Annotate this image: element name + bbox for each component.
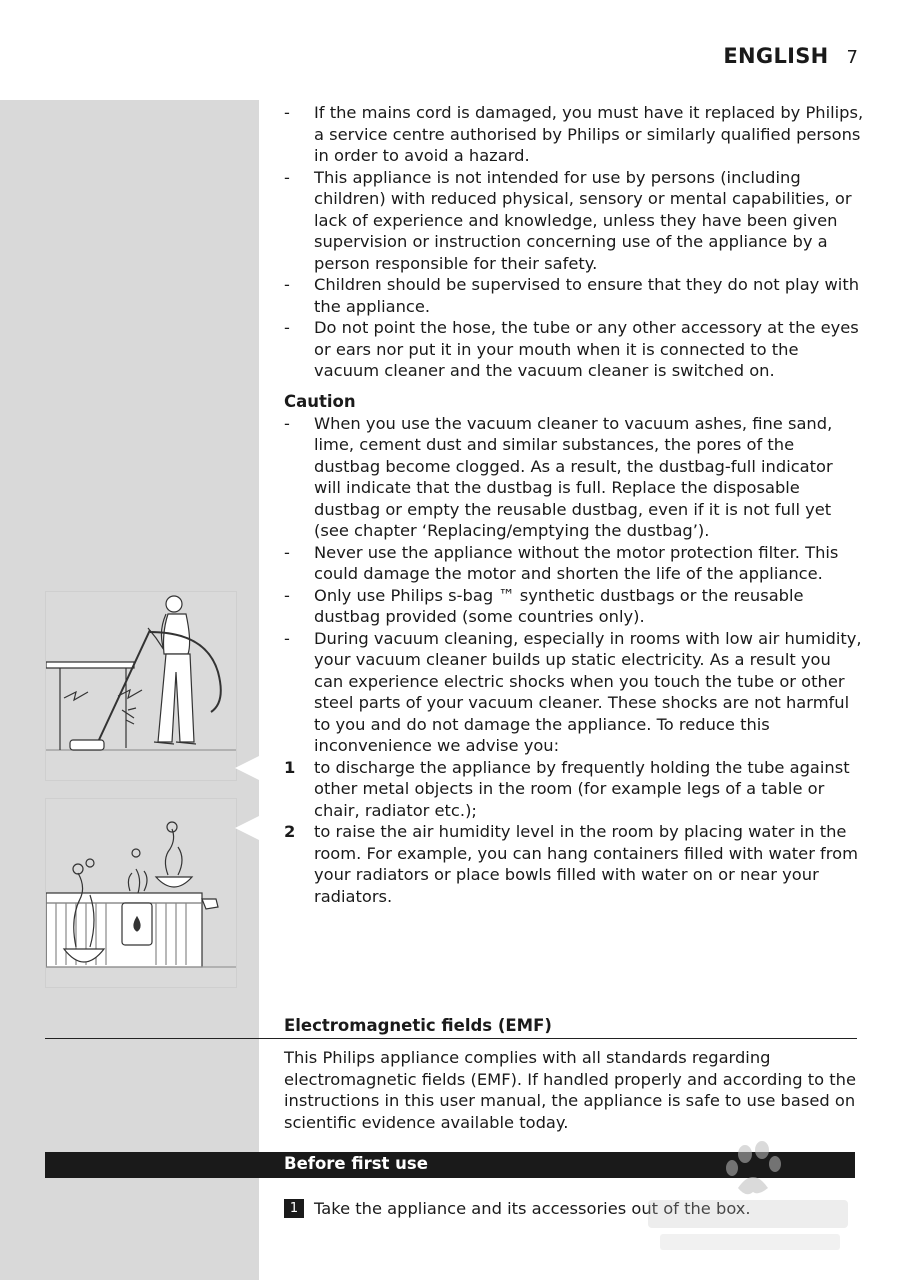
list-item: - Do not point the hose, the tube or any other accessory at the eyes or ears nor put it in your mouth when it is connected to the vacuum cleaner and the vacuum cleaner is switched on. <box>284 318 859 380</box>
bullet: - <box>284 413 290 433</box>
bullet: - <box>284 628 290 648</box>
step-number-box: 1 <box>284 1199 304 1218</box>
bullet: - <box>284 167 290 187</box>
illustration-pointer <box>235 816 259 840</box>
section-bar <box>45 1152 855 1178</box>
list-item: - Only use Philips s-bag ™ synthetic dustbags or the reusable dustbag provided (some countries only). <box>284 585 804 626</box>
list-item: - When you use the vacuum cleaner to vacuum ashes, fine sand, lime, cement dust and similar substances, the pores of the dustbag become clogged. As a result, the dustbag-full indicator will indicate that the dustbag is full. Replace the disposable dustbag or empty the reusable dustbag, even if it is not full yet (see chapter ‘Replacing/emptying the dustbag’). <box>284 413 833 540</box>
emf-section <box>284 1015 864 1037</box>
section-divider <box>45 1038 857 1039</box>
list-item: - Children should be supervised to ensure that they do not play with the appliance. <box>284 275 860 316</box>
emf-heading: Electromagnetic fields (EMF) <box>284 1016 552 1035</box>
numbered-item: 1 to discharge the appliance by frequently holding the tube against other metal objects in the room (for example legs of a table or chair, radiator etc.); <box>284 757 850 820</box>
caution-section <box>284 391 864 907</box>
numbered-item: 2 to raise the air humidity level in the room by placing water in the room. For example, you can hang containers filled with water from your radiators or place bowls filled with water on or near your radiators. <box>284 822 858 906</box>
list-item: - If the mains cord is damaged, you must have it replaced by Philips, a service centre authorised by Philips or similarly qualified persons in order to avoid a hazard. <box>284 103 864 165</box>
list-item: - This appliance is not intended for use by persons (including children) with reduced physical, sensory or mental capabilities, or lack of experience and knowledge, unless they have been given supervision or instruction concerning use of the appliance by a person responsible for their safety. <box>284 167 852 273</box>
step-text: Take the appliance and its accessories out of the box. <box>314 1199 751 1218</box>
page-header <box>723 44 858 68</box>
vacuum-shock-illustration <box>45 591 237 781</box>
warnings-list <box>284 102 864 382</box>
step-number: 2 <box>284 822 296 841</box>
emf-body <box>284 1047 864 1133</box>
radiator-water-illustration <box>45 798 237 988</box>
step-item <box>284 1198 751 1219</box>
bullet: - <box>284 103 290 122</box>
page-number: 7 <box>846 47 858 68</box>
step-number: 1 <box>284 757 296 777</box>
list-item: - During vacuum cleaning, especially in rooms with low air humidity, your vacuum cleaner builds up static electricity. As a result you can experience electric shocks when you touch the tube or other steel parts of your vacuum cleaner. These shocks are not harmful to you and do not damage the appliance. To reduce this inconvenience we advise you: <box>284 628 862 755</box>
bullet: - <box>284 542 290 562</box>
bullet: - <box>284 318 290 337</box>
illustration-pointer <box>235 756 259 780</box>
emf-text: This Philips appliance complies with all standards regarding electromagnetic fields (EMF). If handled properly and according to the instructions in this user manual, the appliance is safe to use based on scientific evidence available today. <box>284 1048 856 1132</box>
list-item: - Never use the appliance without the motor protection filter. This could damage the motor and shorten the life of the appliance. <box>284 542 839 583</box>
before-first-use-heading: Before first use <box>284 1154 428 1173</box>
language-label: ENGLISH <box>723 44 829 68</box>
bullet: - <box>284 275 290 294</box>
caution-heading: Caution <box>284 392 356 411</box>
bullet: - <box>284 585 290 605</box>
